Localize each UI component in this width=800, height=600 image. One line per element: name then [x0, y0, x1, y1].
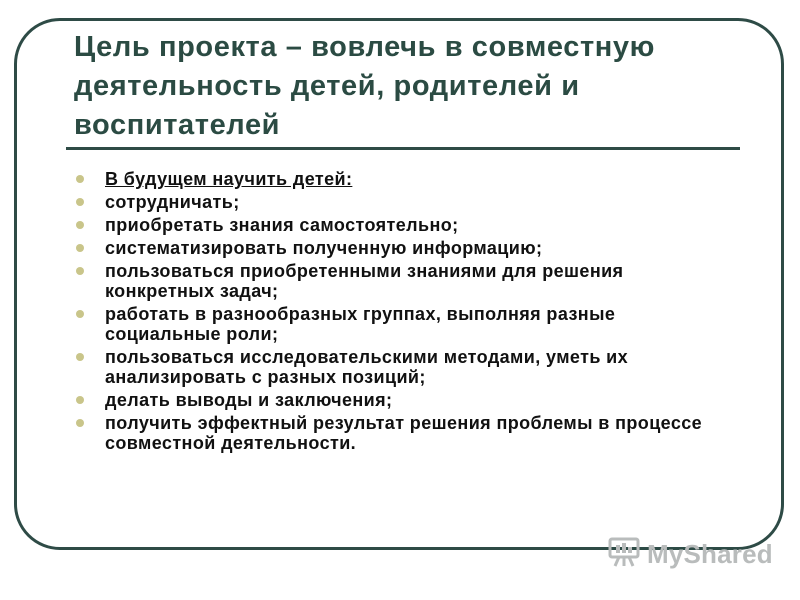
bullet-item: [76, 261, 736, 301]
bullet-text: приобретать знания самостоятельно;: [105, 215, 459, 235]
bullet-item: [76, 390, 736, 410]
bullet-item: [76, 192, 736, 212]
watermark: [607, 537, 773, 571]
title-divider: [66, 147, 740, 150]
bullet-dot-icon: [76, 221, 84, 229]
bullet-item: [76, 169, 736, 189]
bullet-dot-icon: [76, 175, 84, 183]
bullet-dot-icon: [76, 310, 84, 318]
bullet-text: делать выводы и заключения;: [105, 390, 393, 410]
bullet-item: [76, 215, 736, 235]
bullet-dot-icon: [76, 396, 84, 404]
bullet-dot-icon: [76, 267, 84, 275]
bullet-text: получить эффектный результат решения проблемы в процессе совместной деятельности.: [105, 413, 703, 453]
bullet-dot-icon: [76, 419, 84, 427]
bullet-dot-icon: [76, 198, 84, 206]
bullet-text: сотрудничать;: [105, 192, 240, 212]
bullet-item: [76, 238, 736, 258]
slide-title: Цель проекта – вовлечь в совместную деятельность детей, родителей и воспитателей: [74, 31, 656, 141]
bullet-dot-icon: [76, 244, 84, 252]
bullet-item: [76, 413, 736, 453]
bullet-text: работать в разнообразных группах, выполняя разные социальные роли;: [105, 304, 616, 344]
bullet-item: [76, 347, 736, 387]
bullet-item: [76, 304, 736, 344]
watermark-text: MyShared: [647, 538, 773, 569]
bullet-text: В будущем научить детей:: [105, 169, 353, 189]
bullet-dot-icon: [76, 353, 84, 361]
bullet-text: систематизировать полученную информацию;: [105, 238, 543, 258]
presentation-board-icon: [607, 536, 641, 573]
bullet-text: пользоваться исследовательскими методами, уметь их анализировать с разных позиций;: [105, 347, 629, 387]
bullet-text: пользоваться приобретенными знаниями для решения конкретных задач;: [105, 261, 624, 301]
bullet-list: [76, 169, 736, 456]
